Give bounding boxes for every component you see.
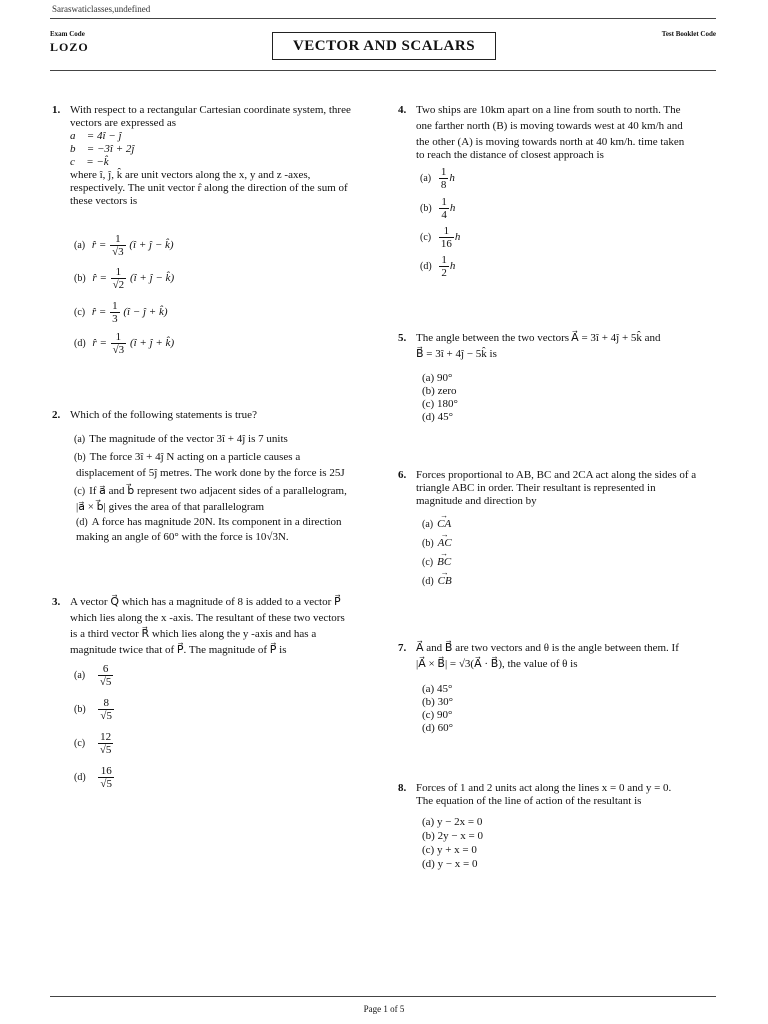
option-1c[interactable]: [74, 300, 168, 325]
option-3b[interactable]: [74, 697, 115, 722]
option-7a[interactable]: (a) 45°: [422, 683, 453, 695]
question-text: Which of the following statements is true?: [70, 409, 257, 421]
option-6d[interactable]: [422, 575, 452, 588]
question-number: 4.: [398, 104, 407, 116]
page-number: Page 1 of 5: [363, 1004, 405, 1014]
question-number: 6.: [398, 469, 407, 481]
option-8c[interactable]: (c) y + x = 0: [422, 844, 477, 856]
option-3c[interactable]: [74, 731, 114, 756]
vector: BC →: [437, 556, 451, 569]
question-number: 2.: [52, 409, 61, 421]
question-text: which lies along the x -axis. The resultant of these two vectors: [70, 612, 345, 624]
question-1: [52, 104, 370, 208]
question-text: is a third vector R⃗ which lies along the y -axis and has a: [70, 628, 317, 640]
option-8a[interactable]: (a) y − 2x = 0: [422, 816, 483, 828]
option-2d[interactable]: [76, 516, 342, 529]
option-2a[interactable]: [74, 433, 288, 446]
question-text: respectively. The unit vector r̂ along the direction of the sum of: [70, 182, 348, 194]
option-2c[interactable]: [74, 485, 347, 498]
option-4c[interactable]: (c) $\frac{1}{16}$ h: [420, 225, 461, 250]
option-label: (c): [422, 557, 434, 568]
option-label: (a): [74, 240, 86, 252]
option-5a[interactable]: (a) 90°: [422, 372, 453, 384]
equation: b⃗ = −3î + 2ĵ: [70, 143, 135, 155]
fraction: $\frac{1}{4}$: [441, 196, 447, 221]
option-text: displacement of 5ĵ metres. The work done by the force is 25J: [76, 467, 345, 479]
question-3: [52, 596, 370, 657]
option-1a[interactable]: [74, 233, 174, 258]
question-2: [52, 409, 370, 422]
option-3d[interactable]: [74, 765, 115, 790]
option-5d[interactable]: (d) 45°: [422, 411, 453, 423]
question-text: magnitude twice that of P⃗. The magnitude of P⃗ is: [70, 644, 287, 656]
option-text: The force 3î + 4ĵ N acting on a particle causes a: [89, 451, 301, 463]
question-text: B⃗ = 3î + 4ĵ − 5k̂ is: [416, 348, 497, 360]
fraction: $\frac{16}{√5}$: [100, 765, 112, 790]
page-title: VECTOR AND SCALARS: [272, 32, 496, 60]
option-label: (b): [74, 452, 86, 463]
question-text: The angle between the two vectors A⃗ = 3î + 4ĵ + 5k̂ and: [416, 332, 661, 344]
option-label: (d): [74, 772, 86, 784]
option-1d[interactable]: [74, 331, 174, 356]
question-number: 5.: [398, 332, 407, 344]
option-lhs: r̂ =: [92, 337, 107, 350]
option-label: (b): [422, 538, 434, 549]
option-3a[interactable]: [74, 663, 114, 688]
equation: c⃗ = −k̂: [70, 156, 109, 168]
option-8d[interactable]: (d) y − x = 0: [422, 858, 478, 870]
option-8b[interactable]: (b) 2y − x = 0: [422, 830, 483, 842]
question-number: 7.: [398, 642, 407, 654]
option-5b[interactable]: (b) zero: [422, 385, 457, 397]
fraction: $\frac{1}{3}$: [112, 300, 118, 325]
option-label: (c): [74, 486, 86, 497]
question-text: magnitude and direction by: [416, 495, 537, 507]
option-label: (d): [420, 261, 432, 273]
footer-divider: [50, 996, 716, 997]
option-label: (d): [74, 338, 86, 350]
question-5: [398, 332, 716, 361]
option-text: (î + ĵ − k̂): [129, 272, 175, 285]
exam-code-label: Exam Code: [50, 30, 85, 38]
title-divider: [50, 70, 716, 71]
question-8: [398, 782, 716, 808]
question-number: 8.: [398, 782, 407, 794]
vector: AC →: [438, 537, 452, 550]
source-note: Saraswaticlasses,undefined: [52, 4, 151, 14]
question-text: these vectors is: [70, 195, 138, 207]
option-7d[interactable]: (d) 60°: [422, 722, 453, 734]
question-text: Forces of 1 and 2 units act along the lines x = 0 and y = 0.: [416, 782, 672, 794]
vector: CA →: [437, 518, 451, 531]
question-text: Two ships are 10km apart on a line from south to north. The: [416, 104, 681, 116]
question-6: [398, 469, 716, 508]
option-2c-cont: [76, 501, 264, 514]
fraction: $\frac{6}{√5}$: [99, 663, 112, 688]
header-divider: [50, 18, 716, 19]
option-4d[interactable]: (d) $\frac{1}{2}$ h: [420, 254, 456, 279]
option-1b[interactable]: [74, 266, 174, 291]
option-label: (b): [74, 273, 86, 285]
test-booklet-code-label: Test Booklet Code: [661, 30, 716, 38]
option-lhs: r̂ =: [92, 272, 107, 285]
question-text: one farther north (B) is moving towards west at 40 km/h and: [416, 120, 683, 132]
option-2b-cont: [76, 467, 345, 480]
option-text: (î + ĵ + k̂): [129, 337, 175, 350]
question-text: where î, ĵ, k̂ are unit vectors along the x, y and z -axes,: [70, 169, 311, 181]
fraction: $\frac{1}{√3}$: [112, 331, 125, 356]
question-text: vectors are expressed as: [70, 117, 176, 129]
option-lhs: r̂ =: [91, 306, 107, 319]
option-7c[interactable]: (c) 90°: [422, 709, 453, 721]
option-label: (a): [420, 173, 432, 185]
question-number: 3.: [52, 596, 61, 608]
question-text: to reach the distance of closest approach is: [416, 149, 604, 161]
option-label: (c): [74, 307, 86, 319]
question-number: 1.: [52, 104, 61, 116]
question-4: [398, 104, 716, 162]
option-7b[interactable]: (b) 30°: [422, 696, 453, 708]
option-text: A force has magnitude 20N. Its component in a direction: [91, 516, 342, 528]
option-label: (b): [420, 203, 432, 215]
question-text: triangle ABC in order. Their resultant is represented in: [416, 482, 656, 494]
option-4b[interactable]: (b) $\frac{1}{4}$ h: [420, 196, 456, 221]
fraction: $\frac{8}{√5}$: [100, 697, 112, 722]
option-label: (d): [422, 576, 434, 587]
option-2d-cont: [76, 531, 289, 544]
option-label: (c): [74, 738, 86, 750]
question-text: the other (A) is moving towards north at 40 km/h. time taken: [416, 136, 685, 148]
option-label: (d): [76, 517, 88, 528]
question-text: With respect to a rectangular Cartesian coordinate system, three: [70, 104, 351, 116]
equation: a⃗ = 4î − ĵ: [70, 130, 122, 142]
option-text: (î + ĵ − k̂): [129, 239, 174, 252]
fraction: $\frac{1}{16}$: [440, 225, 452, 250]
option-2b[interactable]: [74, 451, 300, 464]
fraction: $\frac{1}{8}$: [440, 166, 447, 191]
question-text: |A⃗ × B⃗| = √3(A⃗ · B⃗), the value of θ is: [416, 658, 578, 670]
option-text: |a⃗ × b⃗| gives the area of that parallelogram: [76, 501, 265, 513]
option-text: If a⃗ and b⃗ represent two adjacent sides of a parallelogram,: [89, 485, 347, 497]
fraction: $\frac{12}{√5}$: [99, 731, 112, 756]
vector: CB →: [438, 575, 452, 588]
option-lhs: r̂ =: [91, 239, 107, 252]
option-4a[interactable]: (a) $\frac{1}{8}$ h: [420, 166, 455, 191]
option-text: (î − ĵ + k̂): [123, 306, 168, 319]
option-label: (c): [420, 232, 432, 244]
question-text: A vector Q⃗ which has a magnitude of 8 is added to a vector P⃗: [70, 596, 341, 608]
option-text: making an angle of 60° with the force is 10√3N.: [76, 531, 289, 543]
option-text: The magnitude of the vector 3î + 4ĵ is 7 units: [89, 433, 288, 445]
fraction: $\frac{1}{√2}$: [112, 266, 125, 291]
question-text: A⃗ and B⃗ are two vectors and θ is the angle between them. If: [416, 642, 679, 654]
option-label: (b): [74, 704, 86, 716]
option-label: (a): [74, 434, 86, 445]
option-label: (a): [74, 670, 86, 682]
question-text: The equation of the line of action of the resultant is: [416, 795, 642, 807]
option-label: (a): [422, 519, 434, 530]
exam-code: LOZO: [50, 40, 89, 54]
fraction: $\frac{1}{2}$: [441, 254, 447, 279]
fraction: $\frac{1}{√3}$: [112, 233, 124, 258]
question-text: Forces proportional to AB, BC and 2CA act along the sides of a: [416, 469, 697, 481]
option-5c[interactable]: (c) 180°: [422, 398, 458, 410]
question-7: [398, 642, 716, 671]
